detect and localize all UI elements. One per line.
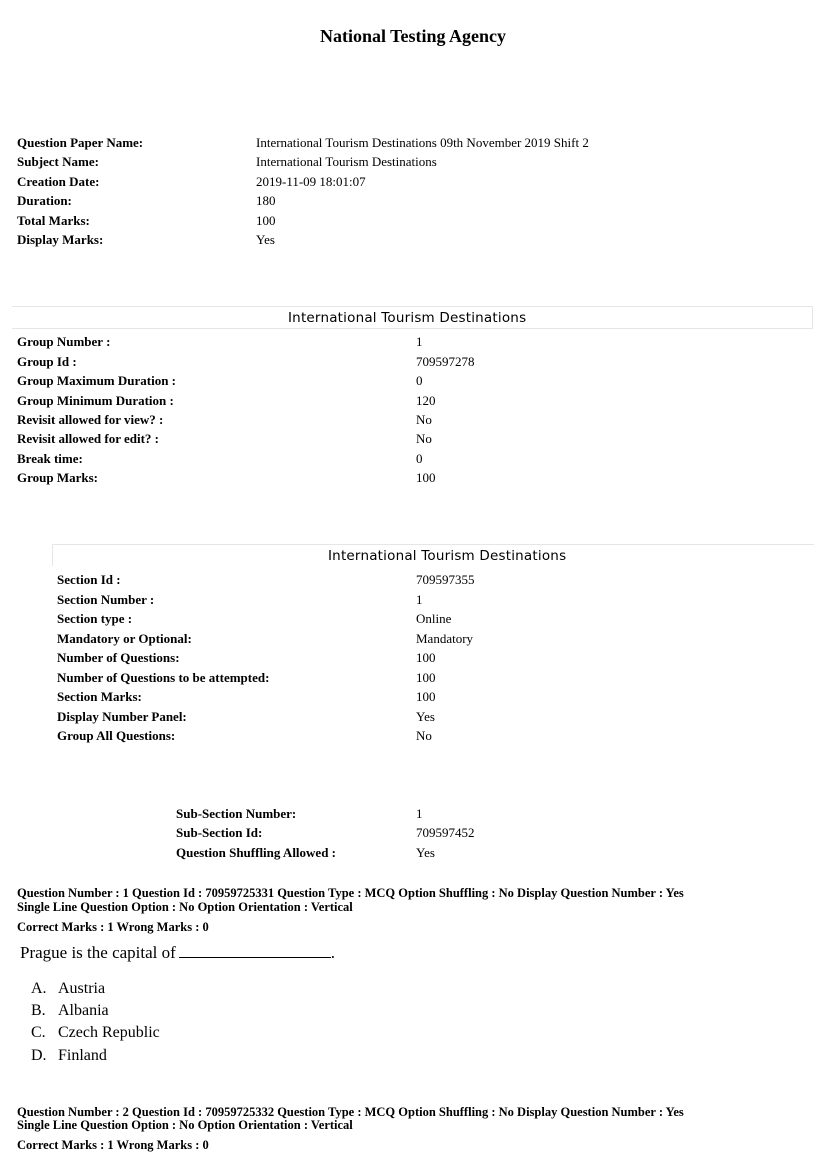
revisit-view-label: Revisit allowed for view? : — [17, 412, 164, 427]
group-divider-bottom — [12, 328, 813, 329]
number-panel-label: Display Number Panel: — [57, 709, 187, 724]
duration-label: Duration: — [17, 193, 72, 208]
option-a[interactable] — [31, 980, 105, 998]
duration-value: 180 — [256, 193, 276, 208]
option-letter: A. — [31, 980, 47, 997]
answer-blank — [179, 943, 331, 958]
display-marks-value: Yes — [256, 232, 275, 247]
group-divider-right — [812, 306, 813, 328]
question-marks-line: Correct Marks : 1 Wrong Marks : 0 — [17, 920, 209, 934]
question-text — [20, 943, 335, 963]
question-meta-line1: Question Number : 2 Question Id : 70959725332 Question Type : MCQ Option Shuffling : No Display Question Number : Yes — [17, 1105, 684, 1119]
group-all-value: No — [416, 728, 432, 743]
subsection-number-label: Sub-Section Number: — [176, 806, 297, 821]
section-type-label: Section type : — [57, 611, 133, 626]
mandatory-label: Mandatory or Optional: — [57, 631, 192, 646]
total-marks-label: Total Marks: — [17, 213, 90, 228]
option-letter: D. — [31, 1047, 47, 1064]
number-panel-value: Yes — [416, 709, 435, 724]
question-meta-line2: Single Line Question Option : No Option Orientation : Vertical — [17, 900, 353, 914]
page-title: National Testing Agency — [319, 26, 507, 46]
question-text-body: Prague is the capital of — [20, 943, 176, 962]
option-text: Albania — [58, 1002, 109, 1019]
creation-date-label: Creation Date: — [17, 174, 100, 189]
num-questions-value: 100 — [416, 650, 436, 665]
shuffling-label: Question Shuffling Allowed : — [176, 845, 337, 860]
group-marks-value: 100 — [416, 470, 436, 485]
paper-name-label: Question Paper Name: — [17, 135, 144, 150]
section-title: International Tourism Destinations — [328, 548, 567, 564]
option-letter: C. — [31, 1024, 46, 1041]
group-max-duration-value: 0 — [416, 373, 423, 388]
group-number-label: Group Number : — [17, 334, 111, 349]
section-id-value: 709597355 — [416, 572, 475, 587]
section-type-value: Online — [416, 611, 452, 626]
section-divider-top — [52, 544, 814, 545]
section-divider-left — [52, 544, 53, 566]
total-marks-value: 100 — [256, 213, 276, 228]
question-text-end: . — [330, 943, 336, 962]
break-time-value: 0 — [416, 451, 423, 466]
subsection-id-label: Sub-Section Id: — [176, 825, 263, 840]
group-number-value: 1 — [416, 334, 423, 349]
num-questions-label: Number of Questions: — [57, 650, 180, 665]
option-text: Finland — [58, 1047, 107, 1064]
paper-name-value: International Tourism Destinations 09th November 2019 Shift 2 — [256, 135, 589, 150]
section-id-label: Section Id : — [57, 572, 121, 587]
revisit-edit-label: Revisit allowed for edit? : — [17, 431, 160, 446]
option-text: Czech Republic — [58, 1024, 160, 1041]
subsection-number-value: 1 — [416, 806, 423, 821]
mandatory-value: Mandatory — [416, 631, 474, 646]
option-c[interactable] — [31, 1024, 160, 1042]
section-marks-value: 100 — [416, 689, 436, 704]
subject-name-label: Subject Name: — [17, 154, 99, 169]
break-time-label: Break time: — [17, 451, 83, 466]
group-title: International Tourism Destinations — [288, 310, 527, 326]
group-max-duration-label: Group Maximum Duration : — [17, 373, 177, 388]
group-id-label: Group Id : — [17, 354, 77, 369]
question-marks-line: Correct Marks : 1 Wrong Marks : 0 — [17, 1138, 209, 1152]
revisit-view-value: No — [416, 412, 432, 427]
group-marks-label: Group Marks: — [17, 470, 99, 485]
shuffling-value: Yes — [416, 845, 435, 860]
group-min-duration-value: 120 — [416, 393, 436, 408]
num-attempt-value: 100 — [416, 670, 436, 685]
group-all-label: Group All Questions: — [57, 728, 176, 743]
option-text: Austria — [58, 980, 106, 997]
group-min-duration-label: Group Minimum Duration : — [17, 393, 174, 408]
option-letter: B. — [31, 1002, 46, 1019]
subsection-id-value: 709597452 — [416, 825, 475, 840]
section-marks-label: Section Marks: — [57, 689, 142, 704]
subject-name-value: International Tourism Destinations — [256, 154, 437, 169]
group-divider-top — [12, 306, 813, 307]
section-number-label: Section Number : — [57, 592, 155, 607]
question-meta-line2: Single Line Question Option : No Option Orientation : Vertical — [17, 1118, 353, 1132]
creation-date-value: 2019-11-09 18:01:07 — [256, 174, 366, 189]
question-meta-line1: Question Number : 1 Question Id : 70959725331 Question Type : MCQ Option Shuffling : No Display Question Number : Yes — [17, 886, 684, 900]
section-number-value: 1 — [416, 592, 423, 607]
display-marks-label: Display Marks: — [17, 232, 104, 247]
num-attempt-label: Number of Questions to be attempted: — [57, 670, 270, 685]
option-d[interactable] — [31, 1047, 107, 1065]
option-b[interactable] — [31, 1002, 109, 1020]
revisit-edit-value: No — [416, 431, 432, 446]
group-id-value: 709597278 — [416, 354, 475, 369]
